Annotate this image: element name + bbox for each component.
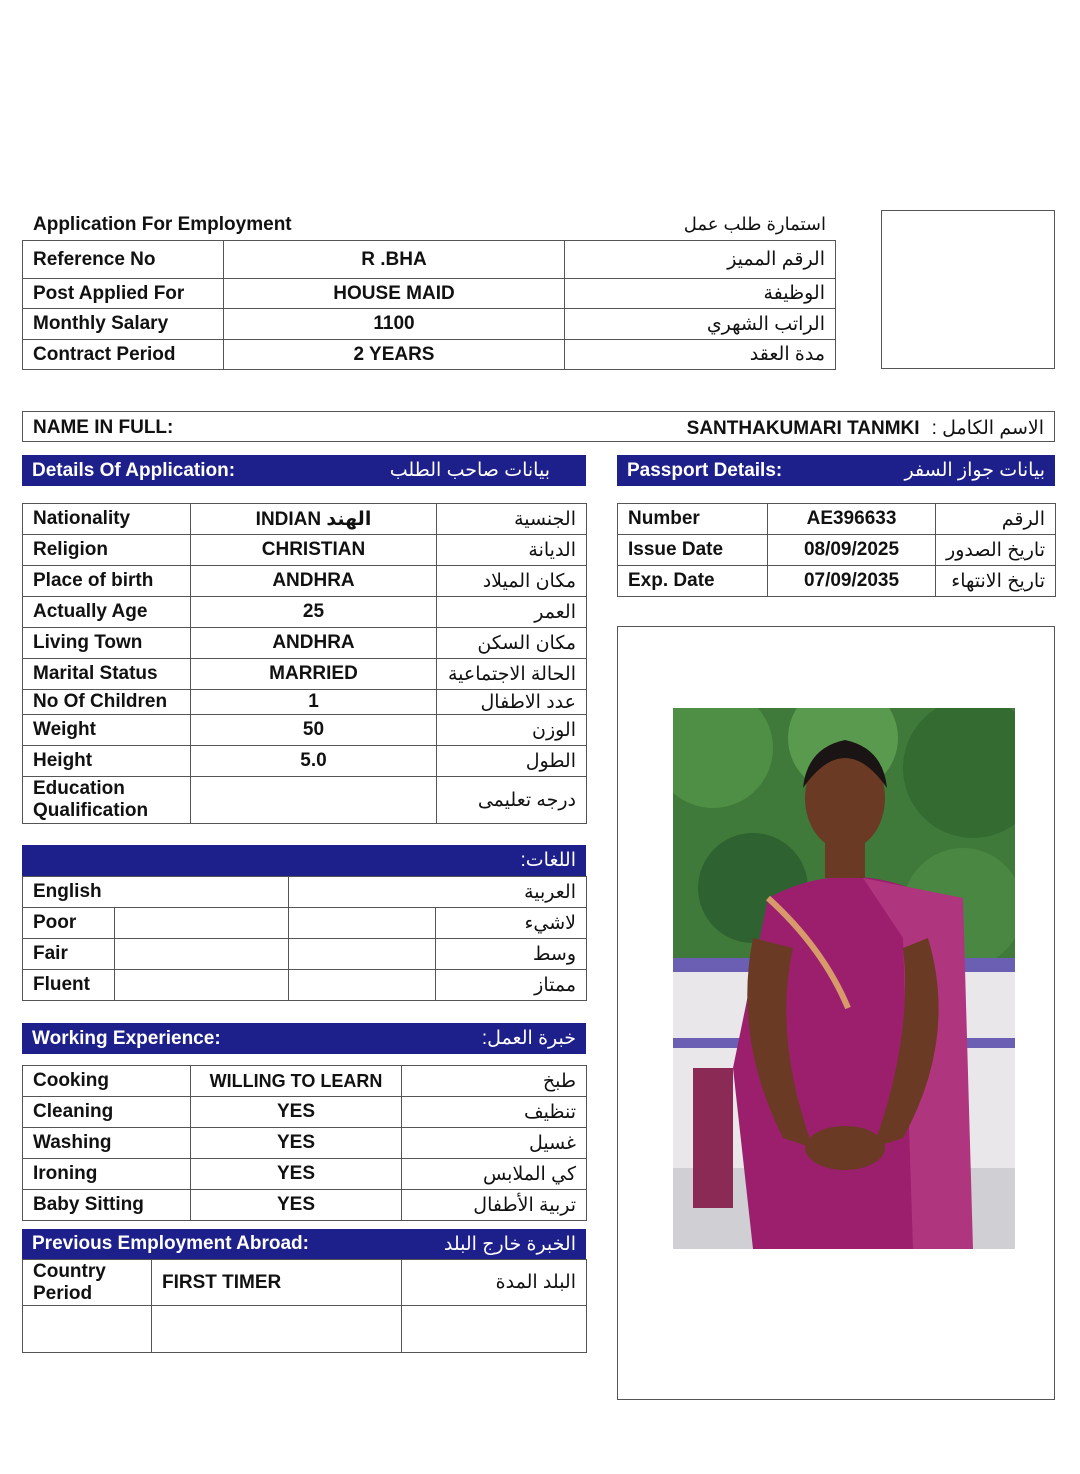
nationality-value: INDIAN الهند [191,504,437,535]
exp-date-value: 07/09/2035 [768,566,936,597]
lang-fair-arabic [289,939,436,970]
education-ar: درجه تعليمى [437,777,587,824]
experience-title-ar: خبرة العمل: [481,1028,576,1049]
previous-table [22,1259,587,1353]
country-period-ar: البلد المدة [402,1260,587,1306]
table-row [23,1260,587,1306]
table-row [23,1097,587,1128]
languages-header [22,845,586,876]
town-ar: مكان السكن [437,628,587,659]
previous-title-en: Previous Employment Abroad: [32,1233,309,1254]
cooking-label: Cooking [23,1066,191,1097]
table-row [23,715,587,746]
washing-value: YES [191,1128,402,1159]
empty-cell [152,1306,402,1353]
age-value: 25 [191,597,437,628]
name-ar: الاسم الكامل : [931,418,1044,439]
cleaning-ar: تنظيف [402,1097,587,1128]
salary-ar: الراتب الشهري [565,309,836,340]
header-table [22,240,836,370]
babysitting-value: YES [191,1190,402,1221]
lang-fair-ar: وسط [436,939,587,970]
birthplace-value: ANDHRA [191,566,437,597]
previous-title-ar: الخبرة خارج البلد [443,1233,576,1255]
table-row [23,1066,587,1097]
experience-table [22,1065,587,1221]
religion-label: Religion [23,535,191,566]
table-row [23,908,587,939]
empty-cell [23,1306,152,1353]
passport-title-ar: بيانات جواز السفر [904,460,1045,481]
weight-value: 50 [191,715,437,746]
passport-number-label: Number [618,504,768,535]
weight-label: Weight [23,715,191,746]
table-row [23,597,587,628]
table-row [23,1306,587,1353]
salary-label: Monthly Salary [23,309,224,340]
contract-ar: مدة العقد [565,340,836,370]
table-row [23,241,836,279]
children-label: No Of Children [23,690,191,715]
salary-value: 1100 [224,309,565,340]
table-row [23,340,836,370]
details-table [22,503,587,824]
experience-title-en: Working Experience: [32,1027,221,1049]
post-label: Post Applied For [23,279,224,309]
nationality-ar: الجنسية [437,504,587,535]
religion-value: CHRISTIAN [191,535,437,566]
age-ar: العمر [437,597,587,628]
table-row [23,777,587,824]
lang-poor-english [115,908,289,939]
cleaning-value: YES [191,1097,402,1128]
lang-poor-ar: لاشيء [436,908,587,939]
religion-ar: الديانة [437,535,587,566]
name-row [22,411,1055,442]
name-value: SANTHAKUMARI TANMKI [686,417,920,439]
reference-ar: الرقم المميز [565,241,836,279]
lang-fluent-arabic [289,970,436,1001]
height-ar: الطول [437,746,587,777]
lang-fluent-label: Fluent [23,970,115,1001]
stamp-box [881,210,1055,369]
exp-date-ar: تاريخ الانتهاء [936,566,1056,597]
country-period-label: Country Period [23,1260,152,1306]
empty-cell [402,1306,587,1353]
issue-date-ar: تاريخ الصدور [936,535,1056,566]
babysitting-ar: تربية الأطفال [402,1190,587,1221]
ironing-label: Ironing [23,1159,191,1190]
town-label: Living Town [23,628,191,659]
previous-header [22,1229,586,1259]
ironing-ar: كي الملابس [402,1159,587,1190]
table-row [23,309,836,340]
lang-fair-english [115,939,289,970]
passport-number-value: AE396633 [768,504,936,535]
name-value-group [687,417,1044,440]
table-row [23,1159,587,1190]
table-row [23,1128,587,1159]
reference-value: R .BHA [224,241,565,279]
passport-number-ar: الرقم [936,504,1056,535]
cooking-value: WILLING TO LEARN [191,1066,402,1097]
marital-value: MARRIED [191,659,437,690]
height-value: 5.0 [191,746,437,777]
table-row [618,566,1056,597]
education-value [191,777,437,824]
photo-illustration [673,708,1015,1249]
lang-poor-label: Poor [23,908,115,939]
details-title-ar: بيانات صاحب الطلب [389,460,550,481]
table-row [618,504,1056,535]
birthplace-ar: مكان الميلاد [437,566,587,597]
washing-label: Washing [23,1128,191,1159]
table-row [23,628,587,659]
lang-english-label: English [23,877,289,908]
cleaning-label: Cleaning [23,1097,191,1128]
table-row [618,535,1056,566]
weight-ar: الوزن [437,715,587,746]
lang-fluent-english [115,970,289,1001]
passport-table [617,503,1056,597]
experience-header [22,1023,586,1054]
cooking-ar: طبخ [402,1066,587,1097]
table-row [23,535,587,566]
exp-date-label: Exp. Date [618,566,768,597]
contract-label: Contract Period [23,340,224,370]
contract-value: 2 YEARS [224,340,565,370]
issue-date-label: Issue Date [618,535,768,566]
nationality-label: Nationality [23,504,191,535]
issue-date-value: 08/09/2025 [768,535,936,566]
lang-fluent-ar: ممتاز [436,970,587,1001]
passport-header [617,455,1055,486]
babysitting-label: Baby Sitting [23,1190,191,1221]
table-row [23,939,587,970]
form-title-en: Application For Employment [33,214,292,235]
height-label: Height [23,746,191,777]
children-value: 1 [191,690,437,715]
table-row [23,659,587,690]
details-header [22,455,586,486]
marital-label: Marital Status [23,659,191,690]
lang-fair-label: Fair [23,939,115,970]
table-row [23,877,587,908]
form-title-ar: استمارة طلب عمل [683,214,826,234]
table-row [23,504,587,535]
lang-poor-arabic [289,908,436,939]
lang-arabic-label: العربية [289,877,587,908]
age-label: Actually Age [23,597,191,628]
town-value: ANDHRA [191,628,437,659]
post-ar: الوظيفة [565,279,836,309]
table-row [23,746,587,777]
table-row [23,566,587,597]
languages-table [22,876,587,1001]
children-ar: عدد الاطفال [437,690,587,715]
reference-label: Reference No [23,241,224,279]
washing-ar: غسيل [402,1128,587,1159]
passport-title-en: Passport Details: [627,459,783,481]
education-label: Education Qualification [23,777,191,824]
person-photo [673,708,1015,1249]
post-value: HOUSE MAID [224,279,565,309]
country-period-value: FIRST TIMER [152,1260,402,1306]
details-title-en: Details Of Application: [32,459,236,481]
table-row [23,690,587,715]
table-row [23,970,587,1001]
table-row [23,1190,587,1221]
marital-ar: الحالة الاجتماعية [437,659,587,690]
name-label: NAME IN FULL: [33,417,174,438]
languages-title-ar: اللغات: [520,850,576,871]
table-row [23,279,836,309]
ironing-value: YES [191,1159,402,1190]
birthplace-label: Place of birth [23,566,191,597]
